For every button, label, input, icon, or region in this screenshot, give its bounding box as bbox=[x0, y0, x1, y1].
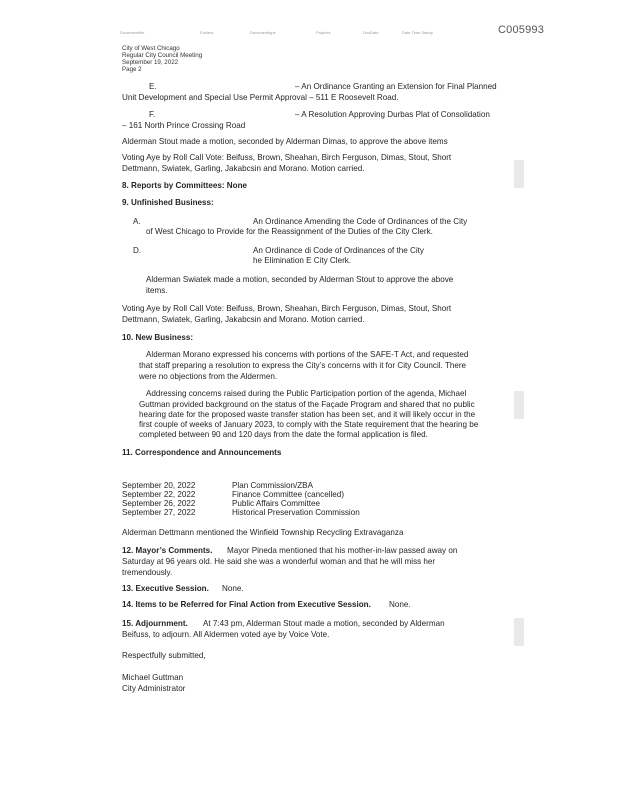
paragraph-line: completed between 90 and 120 days from the date the formal application is filed. bbox=[139, 430, 428, 439]
item-text: Unit Development and Special Use Permit Approval – 511 E Roosevelt Road. bbox=[122, 93, 399, 102]
header-date: September 19, 2022 bbox=[122, 59, 179, 66]
announcement-date: September 26, 2022 bbox=[122, 499, 196, 508]
section-heading: 9. Unfinished Business: bbox=[122, 198, 214, 207]
paragraph-line: None. bbox=[222, 584, 244, 593]
vote-text: Dettmann, Swiatek, Garling, Jakabcsin and Morano. Motion carried. bbox=[122, 164, 365, 173]
paragraph-line: Addressing concerns raised during the Public Participation portion of the agenda, Michael bbox=[146, 389, 467, 398]
section-heading: 11. Correspondence and Announcements bbox=[122, 448, 282, 457]
item-text: – A Resolution Approving Durbas Plat of Consolidation bbox=[295, 110, 490, 119]
top-label: Date Time Stamp bbox=[402, 30, 433, 35]
paragraph-line: Saturday at 96 years old. He said she was a wonderful woman and that he will miss her bbox=[122, 557, 436, 566]
scan-margin-mark bbox=[514, 618, 524, 646]
announcement-date: September 27, 2022 bbox=[122, 508, 196, 517]
bates-number: C005993 bbox=[498, 24, 545, 36]
header-page: Page 2 bbox=[122, 66, 142, 73]
paragraph-line: were no objections from the Aldermen. bbox=[139, 372, 278, 381]
paragraph-line: At 7:43 pm, Alderman Stout made a motion, seconded by Alderman bbox=[203, 619, 445, 628]
announcement-date: September 20, 2022 bbox=[122, 481, 196, 490]
top-label: Documenttitle bbox=[120, 30, 145, 35]
motion-text: Alderman Swiatek made a motion, seconded by Alderman Stout to approve the above bbox=[146, 275, 454, 284]
announcement-event: Public Affairs Committee bbox=[232, 499, 321, 508]
announcement-event: Historical Preservation Commission bbox=[232, 508, 360, 517]
paragraph-line: that staff preparing a resolution to express the City’s concerns with it for City Council. There bbox=[139, 361, 467, 370]
section-heading: 13. Executive Session. bbox=[122, 584, 209, 593]
header-meeting: Regular City Council Meeting bbox=[122, 52, 203, 59]
vote-text: Voting Aye by Roll Call Vote: Beifuss, Brown, Sheahan, Birch Ferguson, Dimas, Stout, Short bbox=[122, 304, 452, 313]
announcement-event: Finance Committee (cancelled) bbox=[232, 490, 345, 499]
signature-name: Michael Guttman bbox=[122, 673, 184, 682]
paragraph-line: first couple of weeks of January 2023, to comply with the State requirement that the hearing be bbox=[139, 420, 479, 429]
section-heading: 14. Items to be Referred for Final Action from Executive Session. bbox=[122, 600, 371, 609]
announcement-date: September 22, 2022 bbox=[122, 490, 196, 499]
section-heading: 10. New Business: bbox=[122, 333, 194, 342]
item-letter: F. bbox=[149, 110, 156, 119]
section-heading: 8. Reports by Committees: None bbox=[122, 181, 248, 190]
item-letter: D. bbox=[133, 246, 142, 255]
top-label: Projects bbox=[316, 30, 331, 35]
top-label: DocDate bbox=[363, 30, 379, 35]
paragraph-line: Guttman provided background on the status of the Façade Program and shared that no public bbox=[139, 400, 475, 409]
header-city: City of West Chicago bbox=[122, 45, 180, 52]
scan-margin-mark bbox=[514, 391, 524, 419]
signature-title: City Administrator bbox=[122, 684, 186, 693]
motion-text: Alderman Stout made a motion, seconded by Alderman Dimas, to approve the above items bbox=[122, 137, 448, 146]
top-label: Documenttype bbox=[250, 30, 276, 35]
motion-text: items. bbox=[146, 286, 168, 295]
paragraph-line: None. bbox=[389, 600, 411, 609]
top-label: Folders bbox=[200, 30, 214, 35]
paragraph-line: Alderman Morano expressed his concerns with portions of the SAFE-T Act, and requested bbox=[146, 350, 469, 359]
paragraph-line: tremendously. bbox=[122, 568, 173, 577]
item-text: he Elimination E City Clerk. bbox=[253, 256, 352, 265]
item-text: An Ordinance di Code of Ordinances of the City bbox=[253, 246, 424, 255]
item-letter: A. bbox=[133, 217, 141, 226]
paragraph-line: Alderman Dettmann mentioned the Winfield Township Recycling Extravaganza bbox=[122, 528, 404, 537]
item-text: An Ordinance Amending the Code of Ordinances of the City bbox=[253, 217, 468, 226]
item-text: – An Ordinance Granting an Extension for Final Planned bbox=[295, 82, 497, 91]
paragraph-line: hearing date for the proposed waste transfer station has been set, and it will likely occur in the bbox=[139, 410, 476, 419]
item-text: of West Chicago to Provide for the Reassignment of the Duties of the City Clerk. bbox=[146, 227, 433, 236]
item-text: – 161 North Prince Crossing Road bbox=[122, 121, 246, 130]
vote-text: Dettmann, Swiatek, Garling, Jakabcsin and Morano. Motion carried. bbox=[122, 315, 365, 324]
vote-text: Voting Aye by Roll Call Vote: Beifuss, Brown, Sheahan, Birch Ferguson, Dimas, Stout, Short bbox=[122, 153, 452, 162]
section-heading: 15. Adjournment. bbox=[122, 619, 188, 628]
paragraph-line: Mayor Pineda mentioned that his mother-in-law passed away on bbox=[227, 546, 458, 555]
announcement-event: Plan Commission/ZBA bbox=[232, 481, 313, 490]
section-heading: 12. Mayor’s Comments. bbox=[122, 546, 213, 555]
item-letter: E. bbox=[149, 82, 157, 91]
paragraph-line: Beifuss, to adjourn. All Aldermen voted aye by Voice Vote. bbox=[122, 630, 330, 639]
scan-margin-mark bbox=[514, 160, 524, 188]
closing-text: Respectfully submitted, bbox=[122, 651, 206, 660]
running-header bbox=[122, 45, 202, 73]
